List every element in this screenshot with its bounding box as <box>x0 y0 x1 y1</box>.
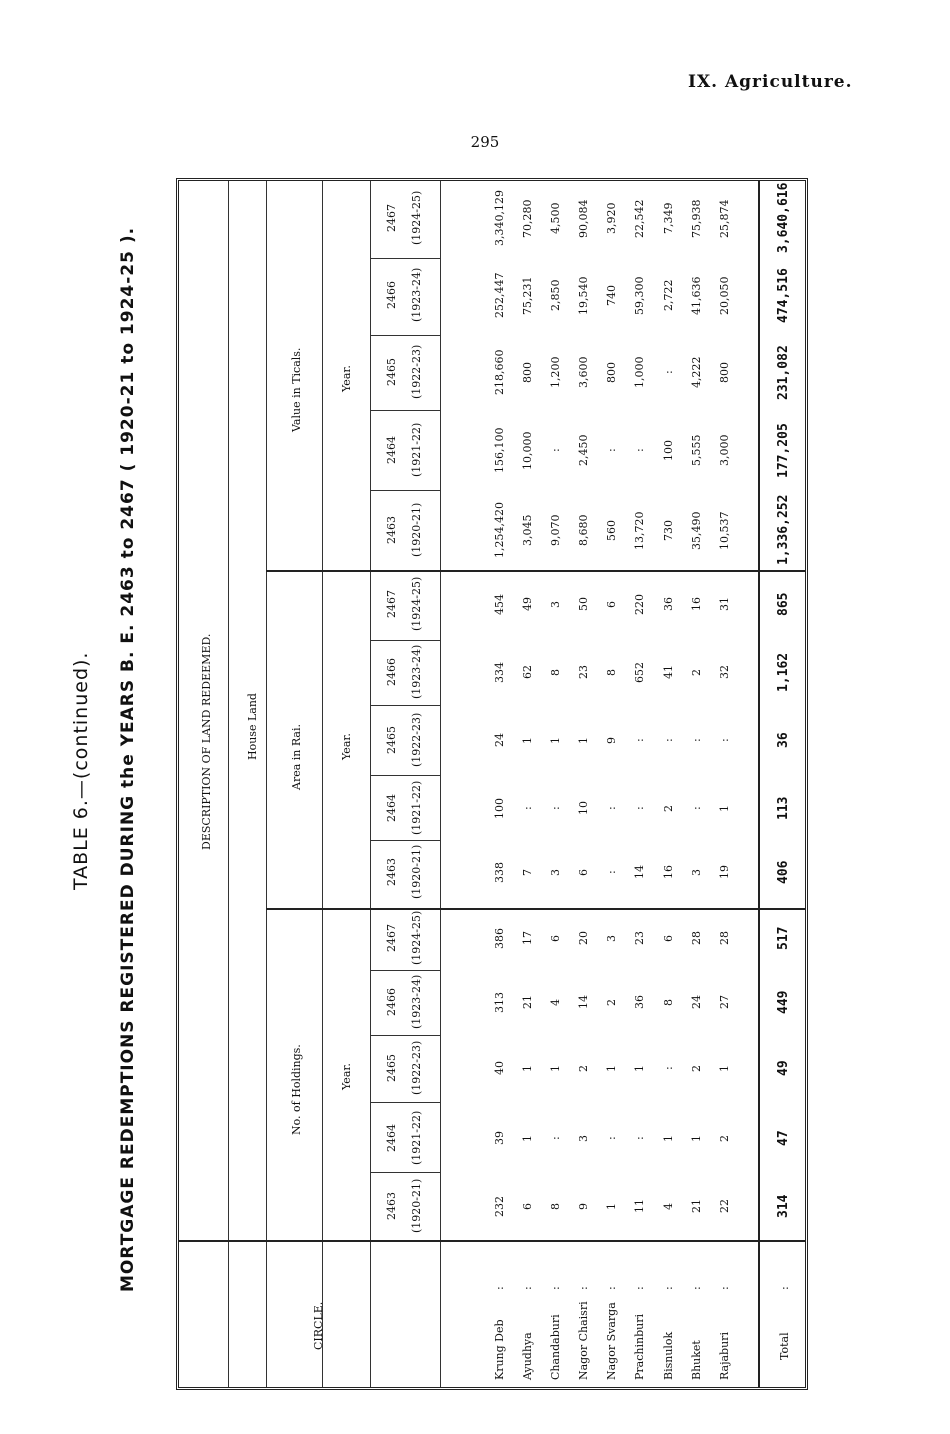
holdings-year-2463: 2463 <box>385 1192 398 1220</box>
value-cell: 19,540 <box>577 276 590 315</box>
value-cell: 800 <box>521 361 534 383</box>
value-header: Value in Ticals. <box>290 347 303 432</box>
area-cell: 49 <box>521 597 534 611</box>
total-holdings-cell: 449 <box>776 990 791 1014</box>
area-cell: : <box>662 738 675 742</box>
area-cell: 334 <box>493 661 506 683</box>
value-cell: 13,720 <box>633 511 646 550</box>
area-cell: 1 <box>549 736 562 744</box>
holdings-cell: 4 <box>549 998 562 1006</box>
holdings-cell: 9 <box>577 1202 590 1210</box>
circle-name: Prachinburi <box>633 1314 646 1380</box>
holdings-cell: 21 <box>690 1199 703 1213</box>
holdings-cell: 1 <box>521 1134 534 1142</box>
value-cell: 1,000 <box>633 356 646 388</box>
total-area-cell: 865 <box>776 592 791 616</box>
value-cell: 22,542 <box>633 199 646 238</box>
value-year-2465: 2465 <box>385 358 398 386</box>
holdings-cell: : <box>605 1136 618 1140</box>
holdings-cell: 1 <box>605 1202 618 1210</box>
holdings-cell: 386 <box>493 927 506 949</box>
area-year-2467: 2467 <box>385 590 398 618</box>
circle-name: Rajaburi <box>718 1332 731 1380</box>
area-cell: 3 <box>549 600 562 608</box>
holdings-cell: 28 <box>690 931 703 945</box>
total-holdings-cell: 49 <box>776 1060 791 1076</box>
holdings-cell: 20 <box>577 931 590 945</box>
area-cell: 14 <box>633 865 646 879</box>
value-year-range-2466: (1923-24) <box>410 267 423 322</box>
holdings-cell: 6 <box>521 1202 534 1210</box>
area-cell: 36 <box>662 597 675 611</box>
total-area-cell: 406 <box>776 860 791 884</box>
holdings-cell: 28 <box>718 931 731 945</box>
area-year-2465: 2465 <box>385 726 398 754</box>
value-cell: 3,600 <box>577 356 590 388</box>
holdings-cell: 40 <box>493 1061 506 1075</box>
area-cell: 6 <box>605 600 618 608</box>
total-area-cell: 113 <box>776 796 791 820</box>
holdings-cell: 232 <box>493 1195 506 1217</box>
total-holdings-cell: 47 <box>776 1130 791 1146</box>
holdings-cell: 1 <box>605 1064 618 1072</box>
value-cell: 2,450 <box>577 434 590 466</box>
value-cell: 800 <box>718 361 731 383</box>
value-cell: : <box>605 448 618 452</box>
holdings-cell: 22 <box>718 1199 731 1213</box>
leader-dots: : <box>633 1286 646 1290</box>
value-cell: 252,447 <box>493 272 506 318</box>
holdings-cell: 1 <box>521 1064 534 1072</box>
holdings-cell: 6 <box>662 934 675 942</box>
area-year-2466: 2466 <box>385 658 398 686</box>
holdings-cell: 11 <box>633 1199 646 1213</box>
value-year-2463: 2463 <box>385 516 398 544</box>
value-cell: 218,660 <box>493 349 506 395</box>
area-cell: 3 <box>549 868 562 876</box>
total-value-cell: 177,205 <box>776 422 791 478</box>
value-cell: 4,500 <box>549 202 562 234</box>
house-land-header: House Land <box>246 693 259 760</box>
area-cell: 24 <box>493 733 506 747</box>
holdings-cell: 6 <box>549 934 562 942</box>
area-cell: 100 <box>493 797 506 819</box>
holdings-cell: 2 <box>690 1064 703 1072</box>
holdings-year-range-2467: (1924-25) <box>410 910 423 965</box>
area-year-2464: 2464 <box>385 794 398 822</box>
holdings-cell: 3 <box>577 1134 590 1142</box>
leader-dots: : <box>521 1286 534 1290</box>
area-cell: : <box>633 738 646 742</box>
area-cell: : <box>718 738 731 742</box>
area-year-range-2463: (1920-21) <box>410 844 423 899</box>
value-cell: 7,349 <box>662 202 675 234</box>
total-label: Total <box>778 1332 791 1360</box>
area-header: Area in Rai. <box>290 724 303 790</box>
value-cell: 90,084 <box>577 199 590 238</box>
holdings-cell: 4 <box>662 1202 675 1210</box>
circle-name: Nagor Chaisri <box>577 1301 590 1380</box>
area-cell: : <box>605 870 618 874</box>
area-cell: 220 <box>633 593 646 615</box>
leader-dots: : <box>577 1286 590 1290</box>
value-cell: 10,537 <box>718 511 731 550</box>
circle-name: Chandaburi <box>549 1314 562 1380</box>
value-cell: 3,000 <box>718 434 731 466</box>
holdings-cell: 1 <box>718 1064 731 1072</box>
holdings-cell: : <box>549 1136 562 1140</box>
area-cell: 3 <box>690 868 703 876</box>
holdings-year-range-2463: (1920-21) <box>410 1178 423 1233</box>
value-cell: 1,254,420 <box>493 502 506 558</box>
value-cell: 3,920 <box>605 202 618 234</box>
value-cell: 100 <box>662 439 675 461</box>
holdings-cell: 36 <box>633 995 646 1009</box>
holdings-cell: 1 <box>690 1134 703 1142</box>
redemptions-table <box>176 178 808 1390</box>
leader-dots: : <box>605 1286 618 1290</box>
total-value-cell: 1,336,252 <box>776 494 791 565</box>
table-title: TABLE 6.—(continued). <box>70 651 92 890</box>
area-cell: 32 <box>718 665 731 679</box>
total-value-cell: 231,082 <box>776 344 791 400</box>
value-cell: 2,850 <box>549 279 562 311</box>
area-cell: 41 <box>662 665 675 679</box>
circle-name: Nagor Svarga <box>605 1302 618 1380</box>
area-cell: 19 <box>718 865 731 879</box>
area-cell: 7 <box>521 868 534 876</box>
area-cell: 62 <box>521 665 534 679</box>
leader-dots: : <box>549 1286 562 1290</box>
holdings-cell: 8 <box>549 1202 562 1210</box>
holdings-year-2464: 2464 <box>385 1124 398 1152</box>
area-cell: 2 <box>662 804 675 812</box>
holdings-cell: 14 <box>577 995 590 1009</box>
circle-name: Krung Deb <box>493 1319 506 1380</box>
area-cell: 9 <box>605 736 618 744</box>
area-year-range-2467: (1924-25) <box>410 576 423 631</box>
value-cell: : <box>662 370 675 374</box>
holdings-cell: 39 <box>493 1131 506 1145</box>
value-year-range-2465: (1922-23) <box>410 344 423 399</box>
total-value-cell: 474,516 <box>776 267 791 323</box>
circle-header: CIRCLE. <box>312 1301 325 1350</box>
value-cell: 560 <box>605 519 618 541</box>
area-year-range-2464: (1921-22) <box>410 780 423 835</box>
holdings-cell: 2 <box>577 1064 590 1072</box>
holdings-cell: 23 <box>633 931 646 945</box>
area-cell: 8 <box>605 668 618 676</box>
area-cell: : <box>690 806 703 810</box>
total-area-cell: 36 <box>776 732 791 748</box>
holdings-cell: : <box>633 1136 646 1140</box>
page-number: 295 <box>470 133 500 151</box>
value-year-range-2463: (1920-21) <box>410 502 423 557</box>
total-holdings-cell: 314 <box>776 1194 791 1218</box>
holdings-cell: 1 <box>549 1064 562 1072</box>
leader-dots: : <box>690 1286 703 1290</box>
circle-name: Bisnulok <box>662 1331 675 1380</box>
holdings-cell: 21 <box>521 995 534 1009</box>
value-cell: 25,874 <box>718 199 731 238</box>
value-year-2467: 2467 <box>385 204 398 232</box>
circle-name: Ayudhya <box>521 1332 534 1380</box>
description-header: DESCRIPTION OF LAND REDEEMED. <box>200 633 213 850</box>
value-year-range-2467: (1924-25) <box>410 190 423 245</box>
total-holdings-cell: 517 <box>776 926 791 950</box>
area-cell: 16 <box>690 597 703 611</box>
area-cell: 454 <box>493 593 506 615</box>
holdings-year-2466: 2466 <box>385 988 398 1016</box>
holdings-cell: 8 <box>662 998 675 1006</box>
area-cell: 10 <box>577 801 590 815</box>
holdings-cell: 2 <box>605 998 618 1006</box>
area-cell: : <box>633 806 646 810</box>
value-cell: 800 <box>605 361 618 383</box>
value-cell: : <box>549 448 562 452</box>
holdings-year-2465: 2465 <box>385 1054 398 1082</box>
holdings-year-range-2466: (1923-24) <box>410 974 423 1029</box>
value-cell: 75,231 <box>521 276 534 315</box>
leader-dots: : <box>718 1286 731 1290</box>
area-cell: 1 <box>521 736 534 744</box>
table-subtitle: MORTGAGE REDEMPTIONS REGISTERED DURING the YEARS B. E. 2463 to 2467 ( 1920-21 to 1924-25 ). <box>118 226 138 1292</box>
value-cell: 9,070 <box>549 514 562 546</box>
value-year-label: Year. <box>340 365 353 392</box>
area-cell: 31 <box>718 597 731 611</box>
area-cell: 2 <box>690 668 703 676</box>
value-year-2466: 2466 <box>385 281 398 309</box>
holdings-cell: 1 <box>633 1064 646 1072</box>
holdings-year-range-2464: (1921-22) <box>410 1110 423 1165</box>
holdings-cell: 24 <box>690 995 703 1009</box>
area-cell: 338 <box>493 861 506 883</box>
total-area-cell: 1,162 <box>776 652 791 692</box>
holdings-year-label: Year. <box>340 1063 353 1090</box>
holdings-cell: 2 <box>718 1134 731 1142</box>
holdings-cell: 313 <box>493 991 506 1013</box>
value-cell: 4,222 <box>690 356 703 388</box>
value-cell: 10,000 <box>521 431 534 470</box>
holdings-cell: 27 <box>718 995 731 1009</box>
value-cell: 41,636 <box>690 276 703 315</box>
value-cell: 20,050 <box>718 276 731 315</box>
total-value-cell: 3,640,616 <box>776 182 791 253</box>
area-year-range-2466: (1923-24) <box>410 644 423 699</box>
section-header: IX. Agriculture. <box>688 72 853 92</box>
value-cell: 35,490 <box>690 511 703 550</box>
value-cell: : <box>633 448 646 452</box>
holdings-year-2467: 2467 <box>385 924 398 952</box>
area-cell: 652 <box>633 661 646 683</box>
area-cell: 8 <box>549 668 562 676</box>
value-cell: 3,340,129 <box>493 190 506 246</box>
holdings-cell: 17 <box>521 931 534 945</box>
holdings-cell: 3 <box>605 934 618 942</box>
leader-dots: : <box>662 1286 675 1290</box>
value-cell: 70,280 <box>521 199 534 238</box>
holdings-cell: : <box>662 1066 675 1070</box>
value-cell: 2,722 <box>662 279 675 311</box>
value-cell: 8,680 <box>577 514 590 546</box>
value-year-2464: 2464 <box>385 436 398 464</box>
area-cell: : <box>690 738 703 742</box>
area-cell: 1 <box>718 804 731 812</box>
value-cell: 59,300 <box>633 276 646 315</box>
area-year-2463: 2463 <box>385 858 398 886</box>
value-cell: 1,200 <box>549 356 562 388</box>
holdings-header: No. of Holdings. <box>290 1044 303 1135</box>
area-cell: : <box>521 806 534 810</box>
area-year-range-2465: (1922-23) <box>410 712 423 767</box>
circle-name: Bhuket <box>690 1340 703 1380</box>
value-cell: 5,555 <box>690 434 703 466</box>
total-leader-dots: : <box>778 1286 791 1290</box>
value-cell: 75,938 <box>690 199 703 238</box>
area-year-label: Year. <box>340 733 353 760</box>
value-year-range-2464: (1921-22) <box>410 422 423 477</box>
area-cell: 6 <box>577 868 590 876</box>
area-cell: 1 <box>577 736 590 744</box>
value-cell: 730 <box>662 519 675 541</box>
holdings-year-range-2465: (1922-23) <box>410 1040 423 1095</box>
area-cell: 16 <box>662 865 675 879</box>
value-cell: 3,045 <box>521 514 534 546</box>
area-cell: 50 <box>577 597 590 611</box>
value-cell: 156,100 <box>493 427 506 473</box>
holdings-cell: 1 <box>662 1134 675 1142</box>
area-cell: 23 <box>577 665 590 679</box>
area-cell: : <box>549 806 562 810</box>
value-cell: 740 <box>605 284 618 306</box>
leader-dots: : <box>493 1286 506 1290</box>
area-cell: : <box>605 806 618 810</box>
